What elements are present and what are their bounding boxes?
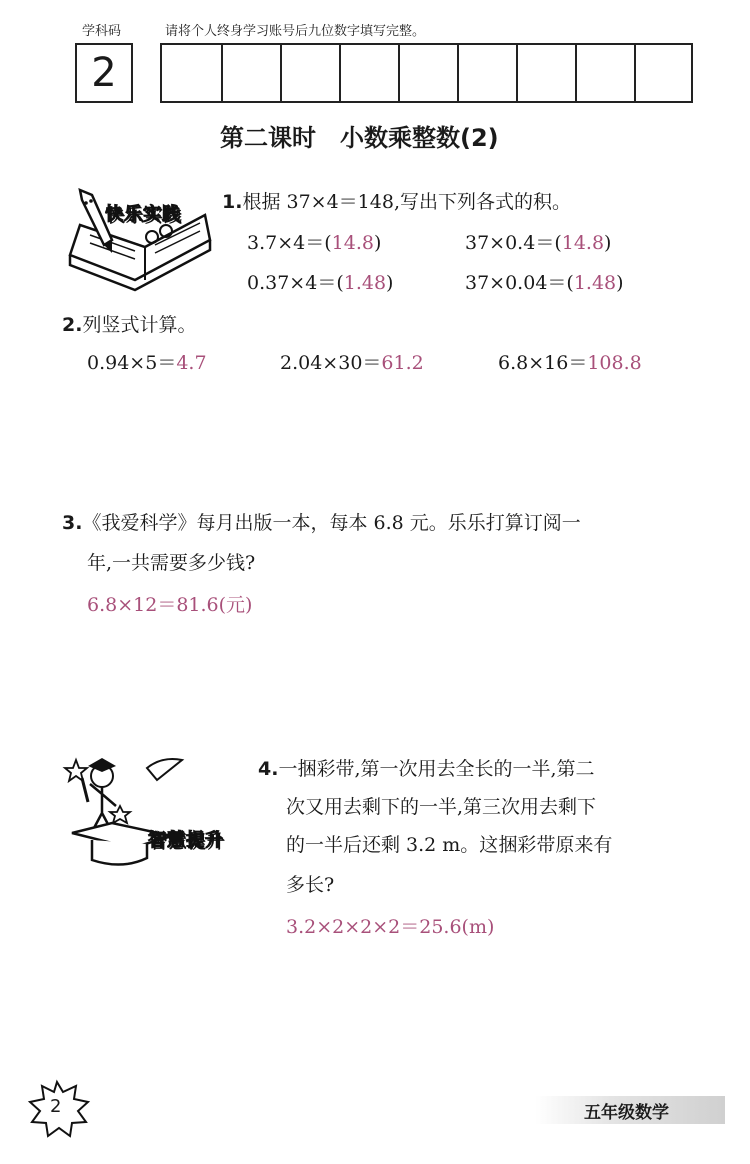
subject-code-box [75, 43, 133, 103]
q2-item [280, 352, 424, 376]
grade-subject-label: 五年级数学 [584, 1103, 669, 1123]
graduate-kid-icon [62, 748, 187, 873]
question-2 [62, 314, 196, 338]
section-badge-improve: 智慧提升 [148, 830, 224, 851]
question-4-line4: 多长? [286, 874, 335, 896]
expression: 2.04×30＝ [280, 352, 382, 374]
section-badge-practice: 快乐实践 [105, 204, 181, 225]
question-number: 4. [258, 758, 279, 780]
question-number: 3. [62, 512, 83, 534]
page-number: 2 [50, 1096, 62, 1117]
answer: 14.8 [561, 232, 605, 254]
question-text: 列竖式计算。 [82, 314, 197, 336]
question-3-answer: 6.8×12＝81.6(元) [87, 594, 253, 616]
digit-cell[interactable] [516, 45, 518, 101]
question-3-line2: 年,一共需要多少钱? [87, 552, 256, 574]
digit-cell[interactable] [398, 45, 400, 101]
q1-item [247, 232, 381, 256]
answer: 14.8 [331, 232, 374, 254]
instruction-text: 请将个人终身学习账号后九位数字填写完整。 [165, 24, 426, 39]
question-4-answer: 3.2×2×2×2＝25.6(m) [286, 916, 495, 938]
question-3 [62, 512, 581, 536]
account-digit-boxes[interactable] [160, 43, 693, 103]
question-text: 根据 37×4＝148,写出下列各式的积。 [242, 191, 571, 213]
question-number: 2. [62, 314, 83, 336]
subject-code-value: 2 [91, 50, 117, 96]
expression: 37×0.4＝( [465, 232, 562, 254]
paren: ) [386, 272, 394, 294]
expression: 0.37×4＝( [247, 272, 344, 294]
question-4 [258, 758, 595, 782]
expression: 3.7×4＝( [247, 232, 332, 254]
question-4-line3: 的一半后还剩 3.2 m。这捆彩带原来有 [286, 834, 613, 856]
answer: 61.2 [381, 352, 424, 374]
q1-item [247, 272, 393, 296]
digit-cell[interactable] [457, 45, 459, 101]
question-1 [222, 191, 571, 215]
question-number: 1. [222, 191, 243, 213]
question-4-line2: 次又用去剩下的一半,第三次用去剩下 [286, 796, 597, 818]
digit-cell[interactable] [575, 45, 577, 101]
answer: 1.48 [573, 272, 617, 294]
digit-cell[interactable] [221, 45, 223, 101]
subject-code-label: 学科码 [82, 24, 122, 39]
question-text-line1: 《我爱科学》每月出版一本，每本 6.8 元。乐乐打算订阅一 [82, 512, 581, 534]
question-text-line1: 一捆彩带,第一次用去全长的一半,第二 [278, 758, 595, 780]
page-title: 第二课时 小数乘整数(2) [220, 124, 499, 152]
q2-item [498, 352, 642, 376]
digit-cell[interactable] [339, 45, 341, 101]
paren: ) [604, 232, 612, 254]
paren: ) [373, 232, 382, 254]
digit-cell[interactable] [634, 45, 636, 101]
q1-item [465, 272, 624, 296]
answer: 4.7 [176, 352, 207, 374]
answer: 108.8 [587, 352, 642, 374]
expression: 0.94×5＝ [87, 352, 177, 374]
paren: ) [616, 272, 624, 294]
expression: 37×0.04＝( [465, 272, 574, 294]
q2-item [87, 352, 207, 376]
answer: 1.48 [343, 272, 387, 294]
expression: 6.8×16＝ [498, 352, 588, 374]
q1-item [465, 232, 611, 256]
digit-cell[interactable] [280, 45, 282, 101]
